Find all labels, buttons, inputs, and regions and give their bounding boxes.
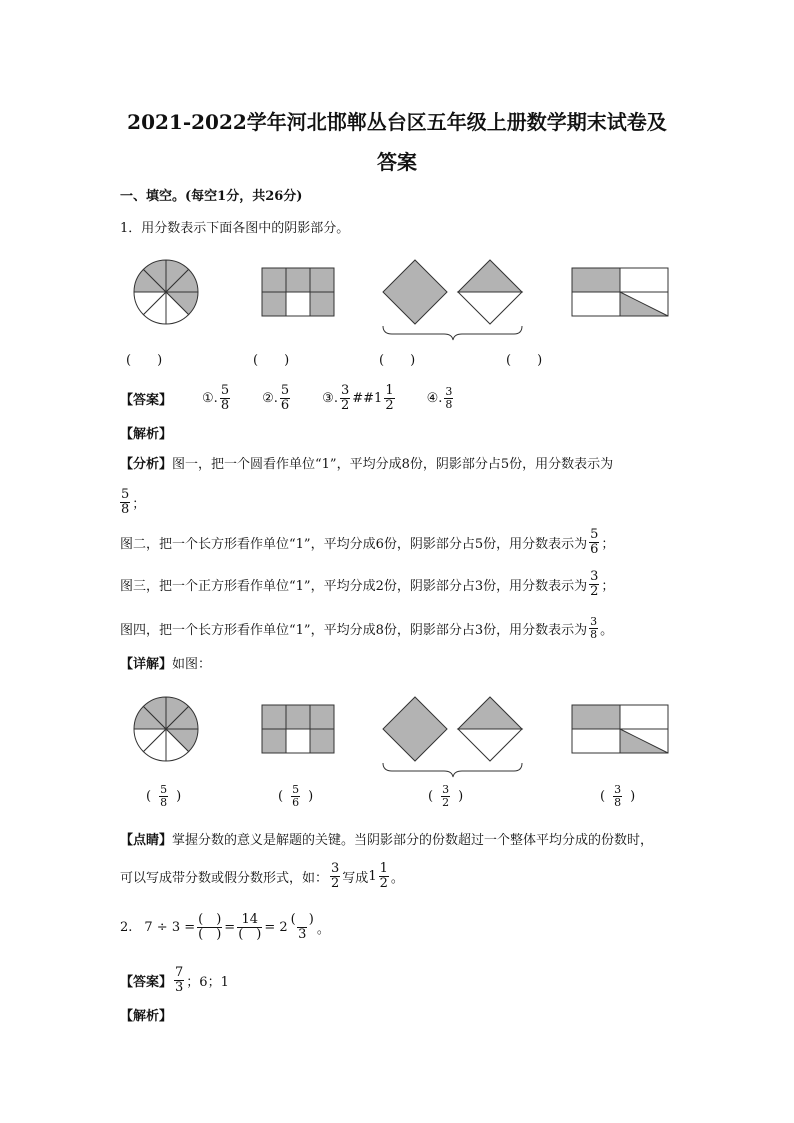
fraction: $\frac{3}{2}$	[340, 382, 350, 413]
answer-marker: ②.	[262, 390, 278, 406]
answer-marker: ③.	[322, 390, 338, 406]
squares-figure-detail	[383, 697, 522, 777]
answer-row	[120, 380, 455, 416]
analysis-heading: 【解析】	[120, 427, 173, 442]
fraction: $\frac{1}{2}$	[379, 860, 388, 891]
answer-label: 【答案】	[120, 392, 173, 408]
key-point-line-1: 【点睛】掌握分数的意义是解题的关键。当阴影部分的份数超过一个整体平均分成的份数时，	[120, 833, 654, 848]
detail-fraction-1: ( $\frac{5}{8}$ )	[146, 782, 182, 809]
answer-marker: ④.	[426, 390, 443, 406]
fraction: $\frac{( )}{( )}$	[198, 911, 222, 942]
whole-number: 1	[374, 390, 383, 406]
fraction: $\frac{3}{2}$	[331, 860, 340, 891]
page-title: 2021-2022学年河北邯郸丛台区五年级上册数学期末试卷及	[127, 110, 667, 134]
fraction: $\frac{7}{3}$	[175, 964, 184, 995]
detail-line: 【详解】如图：	[120, 657, 212, 672]
fraction: $\frac{3}{8}$	[445, 384, 453, 411]
fraction: $\frac{5}{8}$	[160, 782, 168, 809]
fraction: $\frac{5}{6}$	[292, 782, 300, 809]
fraction: $\frac{3}{2}$	[590, 568, 599, 599]
separator: ##	[352, 390, 375, 406]
page-title-line2: 答案	[377, 150, 417, 174]
detail-fraction-4: ( $\frac{3}{8}$ )	[600, 782, 636, 809]
rectangle-figure-six	[262, 268, 334, 316]
fraction: $\frac{5}{6}$	[590, 526, 599, 557]
answer-blank: ( )	[253, 353, 290, 368]
answer-marker: ①.	[202, 390, 218, 406]
detail-fraction-3: ( $\frac{3}{2}$ )	[428, 782, 464, 809]
answer-blank: ( )	[126, 353, 163, 368]
analysis-line-2: 图二，把一个长方形看作单位“1”，平均分成6份，阴影部分占5份，用分数表示为 $\frac{5}{6}$ ；	[120, 526, 615, 557]
answer-row-2: 【答案】 $\frac{7}{3}$ ；6；1	[120, 964, 229, 995]
question-2: 2. 7 ÷ 3 = $\frac{( )}{( )}$ = $\frac{14}{( )}$ = 2 $\frac{( )}{3}$ 。	[120, 911, 330, 942]
circle-figure-detail	[134, 697, 198, 761]
section-heading: 一、填空。(每空1分，共26分)	[120, 189, 303, 204]
fraction: $\frac{3}{8}$	[614, 782, 622, 809]
fraction: $\frac{3}{2}$	[442, 782, 450, 809]
fraction: $\frac{( )}{3}$	[290, 911, 314, 942]
analysis-line-1: 【分析】图一，把一个圆看作单位“1”，平均分成8份，阴影部分占5份，用分数表示为	[120, 457, 614, 472]
fraction: $\frac{5}{8}$	[121, 486, 130, 517]
circle-figure	[134, 260, 198, 324]
answer-blank: ( )	[506, 353, 543, 368]
rectangle-figure-eight	[572, 268, 668, 316]
analysis-line-3: 图三，把一个正方形看作单位“1”，平均分成2份，阴影部分占3份，用分数表示为 $\frac{3}{2}$ ；	[120, 568, 615, 599]
fraction: $\frac{5}{8}$	[220, 382, 230, 413]
analysis-line-1-fraction: $\frac{5}{8}$ ；	[121, 486, 146, 517]
analysis-line-4: 图四，把一个长方形看作单位“1”，平均分成8份，阴影部分占3份，用分数表示为 $\frac{3}{8}$ 。	[120, 614, 614, 641]
analysis-heading-2: 【解析】	[120, 1009, 173, 1024]
fraction: $\frac{5}{6}$	[280, 382, 290, 413]
fraction: $\frac{3}{8}$	[590, 614, 598, 641]
detail-fraction-2: ( $\frac{5}{6}$ )	[278, 782, 314, 809]
squares-figure	[383, 260, 522, 340]
question-1-text: 1．用分数表示下面各图中的阴影部分。	[120, 221, 350, 236]
fraction: $\frac{1}{2}$	[385, 382, 394, 413]
answer-blank: ( )	[379, 353, 416, 368]
rectangle-figure-six-detail	[262, 705, 334, 753]
rectangle-figure-eight-detail	[572, 705, 668, 753]
key-point-line-2: 可以写成带分数或假分数形式，如： $\frac{3}{2}$ 写成 1 $\frac{1}{2}$ 。	[120, 860, 404, 891]
fraction: $\frac{14}{( )}$	[238, 911, 262, 942]
